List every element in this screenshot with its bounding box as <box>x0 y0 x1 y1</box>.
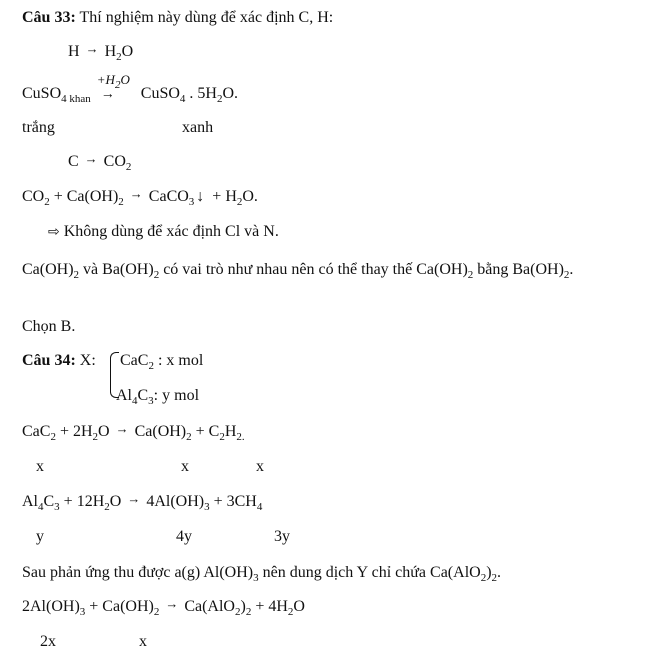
q33-answer: Chọn B. <box>22 318 76 335</box>
q34-ratio-3b: x <box>139 633 147 650</box>
q34-equation-1: $CaC_2 + 2H_2O \to Ca(OH)_2 + C_2H_{2.}$ <box>22 421 245 443</box>
right-arrow-icon: → <box>100 87 115 102</box>
q34-ratio-1a: x <box>36 458 44 475</box>
reaction-condition: $+H_2O$ → <box>95 84 133 104</box>
q33-line-c: $C \to CO_2$ <box>68 151 132 173</box>
q33-conclusion: ⇨ Không dùng để xác định Cl và N. <box>48 223 279 240</box>
q34-ratio-2a: y <box>36 528 44 545</box>
q34-equation-3: $2Al(OH)_3 + Ca(OH)_2\to Ca(AlO_2)_2 + 4H_2O$ <box>22 596 305 618</box>
q34-x-label: X: <box>75 352 96 369</box>
q34-heading-line <box>22 351 96 371</box>
q34-ratio-2b: 4y <box>176 528 192 545</box>
q34-component-2: $Al_4C_3$: y mol <box>116 387 200 407</box>
reaction-arrow-icon: → <box>84 151 98 166</box>
q34-statement: Sau phản ứng thu được a(g) $Al(OH)_3$ nên dung dịch Y chỉ chứa $Ca(AlO_2)_2$. <box>22 564 502 584</box>
reaction-arrow-icon: → <box>165 596 179 611</box>
q34-heading: Câu 34: <box>22 352 76 369</box>
q34-ratio-2c: 3y <box>274 528 290 545</box>
q33-intro: Thí nghiệm này dùng để xác định C, H: <box>75 9 334 26</box>
implies-arrow-icon: ⇨ <box>48 224 60 240</box>
q34-component-1: CaC$_2$ : x mol <box>120 352 204 372</box>
q33-line-co2: $CO_2 + Ca(OH)_2\to$ CaCO$_3$ ↓ + $H_2O$. <box>22 186 258 208</box>
q33-line-cuso4: CuSO$_{4 khan}$ $+H_2O$ → CuSO$_4$ . $5H_2O$. <box>22 72 239 105</box>
precipitate-arrow-icon: ↓ <box>196 188 205 205</box>
q34-ratio-1c: x <box>256 458 264 475</box>
q33-heading: Câu 33: <box>22 9 76 26</box>
q33-line-h: $H \to H_2O$ <box>68 41 134 63</box>
reaction-arrow-icon: → <box>127 491 141 506</box>
q34-ratio-1b: x <box>181 458 189 475</box>
label-white: trắng <box>22 119 55 136</box>
q34-equation-2: $Al_4C_3 + 12H_2O \to 4Al(OH)_3 + 3CH_4$ <box>22 491 263 513</box>
q33-paragraph: $Ca(OH)_2$ và $Ba(OH)_2$ có vai trò như nhau nên có thể thay thế $Ca(OH)_2$ bằng $Ba(OH)_2$. <box>22 261 574 281</box>
reaction-arrow-icon: → <box>129 186 143 201</box>
q33-intro-line <box>22 8 333 28</box>
reaction-arrow-icon: → <box>115 421 129 436</box>
label-blue: xanh <box>182 119 214 136</box>
reaction-arrow-icon: → <box>85 41 99 56</box>
q34-ratio-3a: 2x <box>40 633 56 650</box>
